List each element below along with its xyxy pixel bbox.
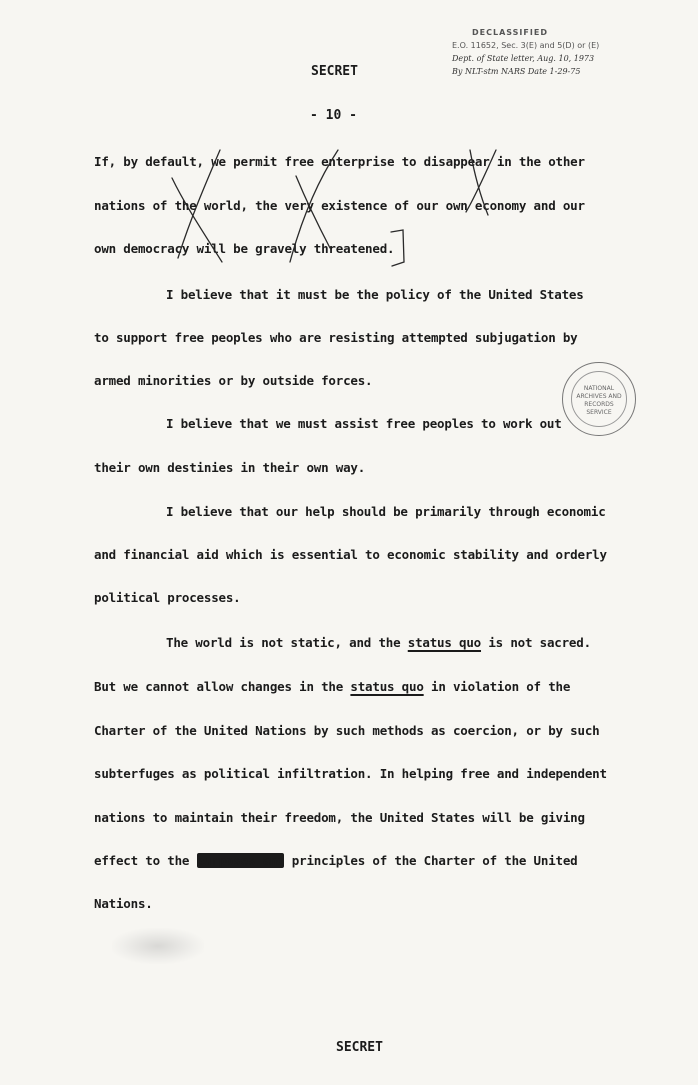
text-line: and financial aid which is essential to economic stability and orderly <box>94 547 607 562</box>
struck-text: purposes and <box>196 853 285 868</box>
text-segment: effect to the <box>94 853 197 868</box>
pen-mark-x <box>470 150 488 215</box>
text-segment: principles of the Charter of the United <box>284 853 578 868</box>
text-line: Charter of the United Nations by such methods as coercion, or by such <box>94 723 600 738</box>
bracket-mark <box>391 230 404 266</box>
pen-mark-x <box>290 150 338 262</box>
text-line: Nations. <box>94 896 153 911</box>
text-line: I believe that we must assist free peoples to work out <box>166 416 562 431</box>
text-segment: in violation of the <box>423 679 571 694</box>
text-line: I believe that our help should be primarily through economic <box>166 504 606 519</box>
classification-header: SECRET <box>311 64 358 79</box>
classification-footer: SECRET <box>336 1040 383 1055</box>
text-line: their own destinies in their own way. <box>94 460 366 475</box>
declass-title: DECLASSIFIED <box>472 28 548 37</box>
pen-mark-x <box>178 150 220 258</box>
declass-by-date: By NLT-stm NARS Date 1-29-75 <box>452 67 581 76</box>
declass-letter: Dept. of State letter, Aug. 10, 1973 <box>452 54 595 63</box>
seal-text: SERVICE <box>586 409 612 416</box>
text-line: armed minorities or by outside forces. <box>94 373 373 388</box>
pen-mark-x <box>466 150 496 212</box>
page-number: - 10 - <box>310 108 357 123</box>
text-line: nations of the world, the very existence of our own economy and our <box>94 198 585 213</box>
text-line: nations to maintain their freedom, the United States will be giving <box>94 810 585 825</box>
text-line: political processes. <box>94 590 241 605</box>
text-line: to support free peoples who are resisting attempted subjugation by <box>94 330 578 345</box>
text-segment: The world is not static, and the <box>166 635 408 650</box>
text-line: I believe that it must be the policy of the United States <box>166 287 584 302</box>
text-line: own democracy will be gravely threatened. <box>94 241 395 256</box>
pen-mark-x <box>172 178 222 262</box>
text-line: subterfuges as political infiltration. In helping free and independent <box>94 766 607 781</box>
underlined-text: status quo <box>350 679 424 694</box>
pen-mark-x <box>296 176 330 248</box>
underlined-text: status quo <box>407 635 482 650</box>
seal-text: NATIONAL <box>583 385 615 392</box>
text-segment: But we cannot allow changes in the <box>94 679 351 694</box>
text-line: If, by default, we permit free enterprise to disappear in the other <box>94 154 585 169</box>
text-segment: is not sacred. <box>481 635 591 650</box>
seal-text: RECORDS <box>584 401 614 408</box>
seal-text: ARCHIVES AND <box>576 393 622 400</box>
declass-authority: E.O. 11652, Sec. 3(E) and 5(D) or (E) <box>452 41 600 50</box>
